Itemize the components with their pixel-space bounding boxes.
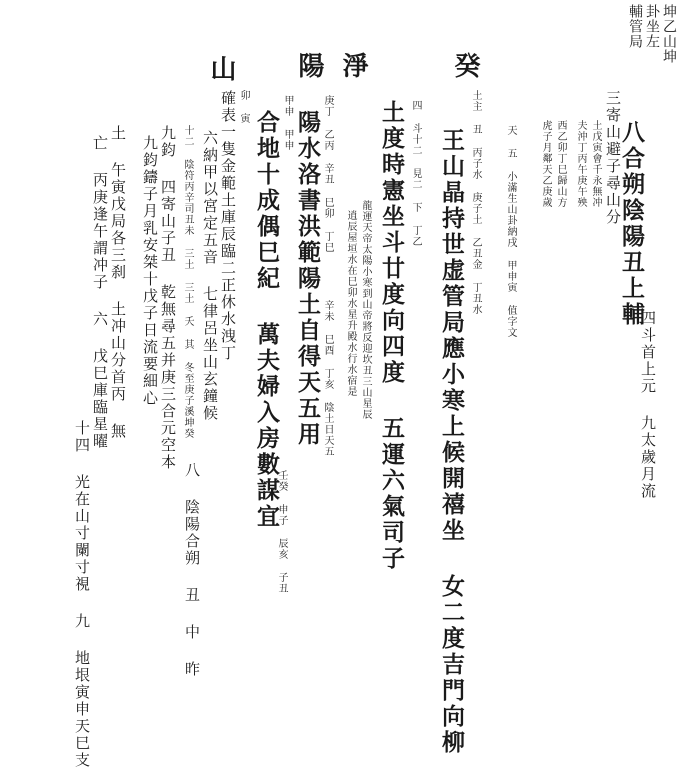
col6-sub: 六納甲以宮定五音 七律呂坐山玄鐘候: [201, 130, 219, 422]
col1-sub-a: 土戊寅會千永無冲: [590, 120, 601, 208]
col3-lower: 龍運天帝太陽小寒到山帝將反迎坎丑三山星辰: [360, 200, 371, 420]
col8-sub: 亡 丙庚逢午謂冲子 六 戊巳庫臨星曜: [91, 135, 109, 450]
col5-main: 合地十成偶巳紀 萬夫婦入房數謀宜: [253, 110, 280, 530]
col7-main: 九鈞 四寄山子丑 乾無尋五并庚三合元空本: [159, 125, 177, 471]
col1-main: 八合朔陰陽丑上輔: [618, 120, 645, 328]
col3-sub: 四 斗十二 見二 下 丁乙: [410, 100, 421, 247]
col1-notes-b: 虎子月鄰天乙庚歲: [540, 120, 551, 208]
section-label-gui: 癸: [450, 52, 480, 79]
fragment-col-2: 卦坐左: [644, 4, 660, 49]
col7-sub: 九鈞鑄子月乳安桀十戊子日流要細心: [141, 135, 159, 407]
col7-lower: 十二 陰符丙辛司丑未 三土 三土 夭 其 冬至庚子溪坤癸: [182, 125, 193, 439]
col3-lower-b: 逍辰屋垣水在巳卯水星升殿水行水宿是: [345, 210, 356, 397]
col2-lower: 天 五 小滿生山卦納戌 甲申寅 值字文: [505, 125, 516, 338]
col8-lower: 十四 光在山寸闌寸視 九 地垠寅申天巳支: [73, 420, 91, 769]
col8-main: 土 午寅戊局各三刹 土冲山分首丙 無: [109, 125, 127, 440]
col2-notes: 土主 丑 丙子水 庚子土 乙丑金 丁丑水: [470, 90, 481, 315]
col4-sub: 庚丁 乙丙 辛丑 巳卯 丁巳: [322, 95, 333, 253]
col4-main: 陽水洛書洪範陽土自得天五用: [294, 110, 321, 448]
col3-main: 土度時憲坐斗廿度向四度 五運六氣司子: [378, 100, 405, 572]
col1-sub-b: 夫沖丁丙午庚午殃: [575, 120, 586, 208]
section-label-yang: 陽: [294, 52, 324, 79]
col1-notes-a: 西乙卯丁巳歸山方: [555, 120, 566, 208]
col2-main: 王山晶持世虚管局應小寒上候開禧坐 女二度吉門向柳: [438, 128, 465, 756]
fragment-col-1: 坤乙山坤: [661, 4, 677, 64]
section-label-shan: 山: [206, 55, 236, 82]
col5-sub: 甲申 甲申: [282, 95, 293, 151]
col6-lower: 八 陰陽合朔 丑 中 昨: [183, 462, 201, 678]
col4-lower: 辛未 巳酉 丁亥 陰土日天五: [322, 300, 333, 457]
col5-lower: 壬癸 申子 辰亥 子丑: [276, 470, 287, 594]
col1-lower: 四斗首上元 九太歲月流: [639, 310, 657, 500]
col6-sub-b: 卯 寅: [238, 90, 249, 124]
col1-top: 三寄山避子尋山分: [604, 90, 622, 226]
fragment-col-3: 輔管局: [627, 4, 643, 49]
section-label-jing: 淨: [338, 52, 368, 79]
col6-main: 確表一隻金範土庫辰臨二正休水洩丁: [219, 90, 237, 362]
